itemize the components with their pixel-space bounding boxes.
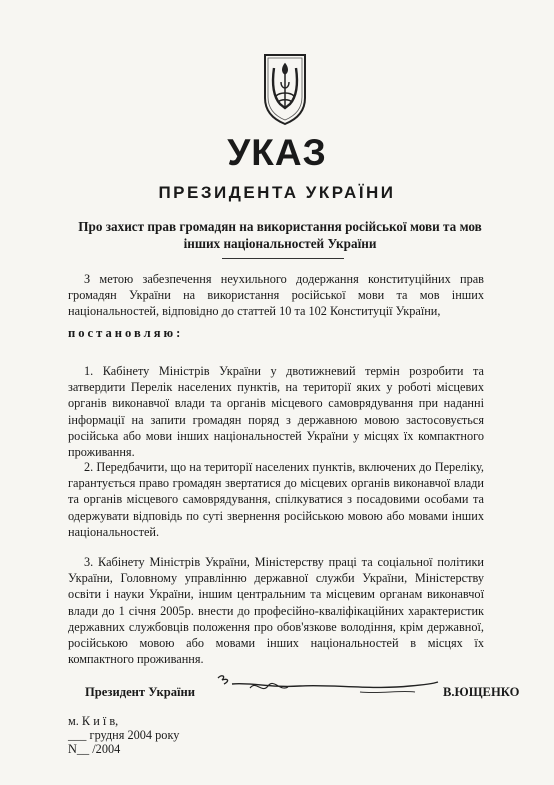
decree-number: N__ /2004: [68, 742, 121, 756]
heading-divider: [222, 258, 344, 259]
signature-post: Президент України: [85, 685, 196, 699]
issue-date: ___ грудня 2004 року: [68, 728, 180, 742]
document-heading: Про захист прав громадян на використання російської мови та мов інших національностей України: [78, 219, 482, 251]
signature-image: [210, 668, 440, 702]
signature-name: В.ЮЩЕНКО: [443, 685, 520, 699]
decree-word: постановляю:: [68, 326, 184, 340]
decree-point-3: 3. Кабінету Міністрів України, Міністерству праці та соціальної політики України, Головному управлінню державної служби України, Міністерству освіти і науки України, іншим центральним та місцевим органам виконавчої влади до 1 січня 2005р. внести до професійно-кваліфікаційних характеристик державних службовців положення про обов'язкове володіння, крім державної, російською мовою або мовами інших національностей в місцях їх компактного проживання.: [68, 555, 484, 667]
decree-point-2: 2. Передбачити, що на території населених пунктів, включених до Переліку, гарантується право громадян звертатися до місцевих органів виконавчої влади та органів місцевого самоврядування, спілкуватися з посадовими особами та одержувати відповідь по суті звернення російською мовою або мовами інших національностей.: [68, 460, 484, 539]
decree-point-1: 1. Кабінету Міністрів України у двотижневий термін розробити та затвердити Перелік населених пунктів, на території яких у роботі місцевих органів виконавчої влади та органів місцевого самоврядування при наданні інформації на запити громадян поряд з державною мовою застосовується російська або мови інших національностей України у місцях їх компактного проживання.: [68, 364, 484, 460]
intro-paragraph: З метою забезпечення неухильного додержання конституційних прав громадян України на використання російської мови та мов інших національностей, відповідно до статтей 10 та 102 Конституції України,: [68, 272, 484, 319]
document-title: УКАЗ: [227, 132, 327, 173]
place-of-issue: м. К и ї в,: [68, 714, 119, 728]
coat-of-arms-icon: [262, 52, 308, 126]
document-subtitle: ПРЕЗИДЕНТА УКРАЇНИ: [158, 183, 396, 202]
